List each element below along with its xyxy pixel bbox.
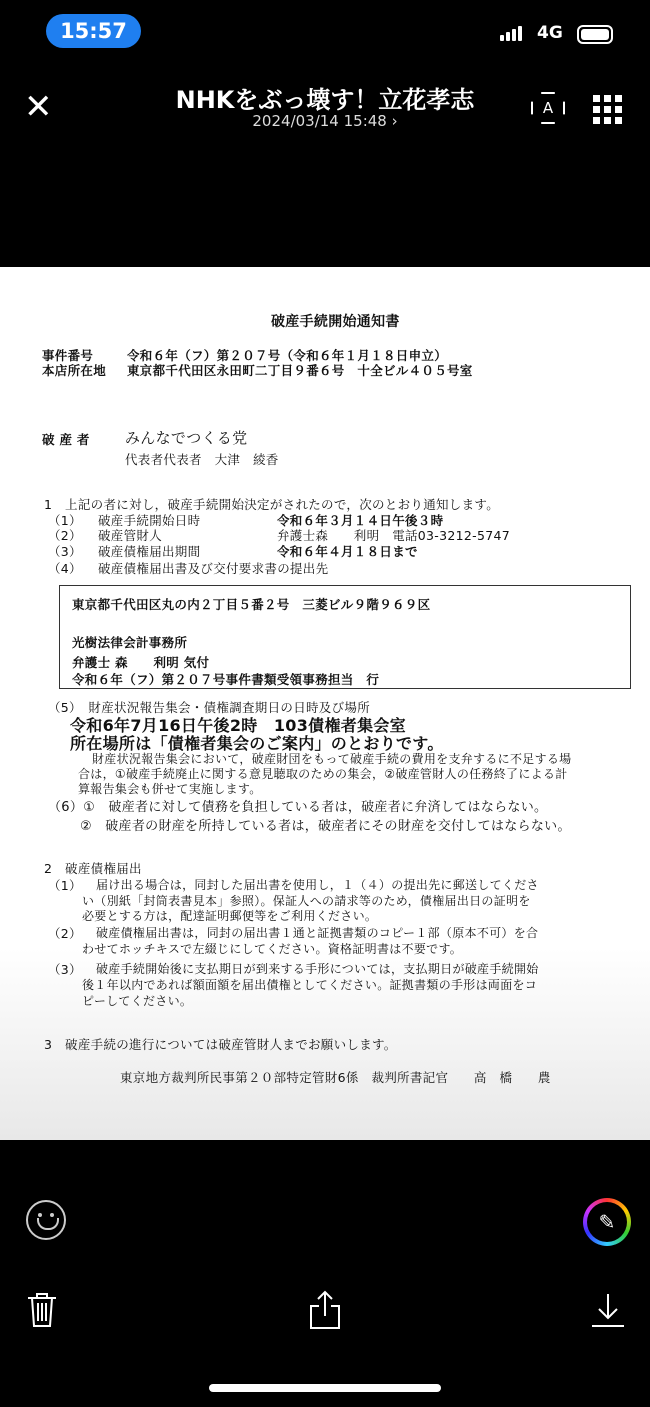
download-icon[interactable] (590, 1292, 626, 1328)
status-time: 15:57 (46, 14, 141, 48)
paragraph-line: 合は，①破産手続廃止に関する意見聴取のための集会，②破産管財人の任務終了による計 (78, 767, 568, 781)
document-image (0, 267, 650, 1140)
doc-title: 破産手続開始通知書 (271, 314, 400, 330)
item-value: 令和６年４月１８日まで (277, 544, 418, 559)
bankrupt-label: 破 産 者 (42, 432, 90, 447)
item-no: （4） (48, 561, 82, 576)
trash-icon[interactable] (26, 1292, 58, 1328)
grid-view-icon[interactable] (593, 95, 622, 124)
item-no: （2） (48, 926, 82, 941)
close-icon[interactable]: ✕ (24, 87, 53, 127)
live-text-icon[interactable]: A (531, 92, 565, 124)
representative: 代表者代表者 大津 綾香 (125, 452, 279, 467)
item-no: （3） (48, 962, 82, 977)
box-line: 令和６年（フ）第２０７号事件書類受領事務担当 行 (72, 672, 380, 687)
item-6-line: （6）① 破産者に対して債務を負担している者は，破産者に弁済してはならない。 (48, 800, 548, 815)
case-value: 令和６年（フ）第２０７号（令和６年１月１８日申立） (127, 348, 448, 363)
address-label: 本店所在地 (42, 363, 107, 378)
box-line: 光樹法律会計事務所 (72, 635, 188, 650)
paragraph-line: 届け出る場合は，同封した届出書を使用し，１（４）の提出先に郵送してくださ (96, 878, 539, 892)
item-no: （1） (48, 878, 82, 893)
item-value: 弁護士森 利明 電話03-3212-5747 (277, 528, 510, 543)
item-label: 破産債権届出書及び交付要求書の提出先 (98, 561, 329, 576)
smiley-icon[interactable] (26, 1200, 66, 1240)
item-label: 破産手続開始日時 (98, 513, 201, 528)
address-value: 東京都千代田区永田町二丁目９番６号 十全ビル４０５号室 (127, 363, 473, 378)
case-label: 事件番号 (42, 348, 94, 363)
paragraph-line: 算報告集会も併せて実施します。 (78, 782, 262, 796)
paragraph-line: ピーしてください。 (82, 994, 193, 1008)
paragraph-line: わせてホッチキスで左綴じにしてください。資格証明書は不要です。 (82, 942, 463, 956)
markup-pen-icon[interactable]: ✎ (583, 1198, 631, 1246)
paragraph-line: 財産状況報告集会において，破産財団をもって破産手続の費用を支弁するに不足する場 (92, 752, 572, 766)
item-no: （2） (48, 528, 82, 543)
court-signature: 東京地方裁判所民事第２０部特定管財6係 裁判所書記官 高 橋 農 (120, 1070, 551, 1085)
item-5: （5） 財産状況報告集会・債権調査期日の日時及び場所 (48, 700, 371, 715)
item-6-line: ② 破産者の財産を所持している者は，破産者にその財産を交付してはならない。 (80, 819, 571, 834)
section-1: 1 上記の者に対し，破産手続開始決定がされたので，次のとおり通知します。 (44, 497, 500, 512)
submission-address-box (59, 585, 631, 689)
paragraph-line: 後１年以内であれば額面額を届出債権としてください。証拠書類の手形は両面をコ (82, 978, 538, 992)
signal-icon (500, 26, 522, 41)
item-label: 破産債権届出期間 (98, 544, 201, 559)
paragraph-line: 必要とする方は，配達証明郵便等をご利用ください。 (82, 909, 378, 923)
box-line: 東京都千代田区丸の内２丁目５番２号 三菱ビル９階９６９区 (72, 597, 431, 612)
item-no: （3） (48, 544, 82, 559)
item-value: 令和６年３月１４日午後３時 (277, 513, 444, 528)
paragraph-line: 破産手続開始後に支払期日が到来する手形については，支払期日が破産手続開始 (96, 962, 539, 976)
battery-icon (577, 25, 613, 44)
paragraph-line: 破産債権届出書は，同封の届出書１通と証拠書類のコピー１部（原本不可）を合 (96, 926, 539, 940)
meeting-location: 所在場所は「債権者集会のご案内」のとおりです。 (70, 734, 444, 753)
section-3: 3 破産手続の進行については破産管財人までお願いします。 (44, 1037, 397, 1052)
share-icon[interactable] (308, 1290, 342, 1330)
home-indicator[interactable] (209, 1384, 441, 1392)
section-2: 2 破産債権届出 (44, 861, 142, 876)
paragraph-line: い（別紙「封筒表書見本」参照）。保証人への請求等のため，債権届出日の証明を (82, 894, 531, 908)
photo-title: NHKをぶっ壊す！立花孝志 (175, 86, 475, 114)
network-type: 4G (537, 23, 563, 43)
meeting-datetime: 令和6年7月16日午後2時 103債権者集会室 (70, 716, 406, 735)
bankrupt-name: みんなでつくる党 (125, 429, 248, 447)
item-label: 破産管財人 (98, 528, 163, 543)
item-no: （1） (48, 513, 82, 528)
box-line: 弁護士 森 利明 気付 (72, 655, 210, 670)
photo-date-link[interactable]: 2024/03/14 15:48 › (252, 112, 398, 130)
